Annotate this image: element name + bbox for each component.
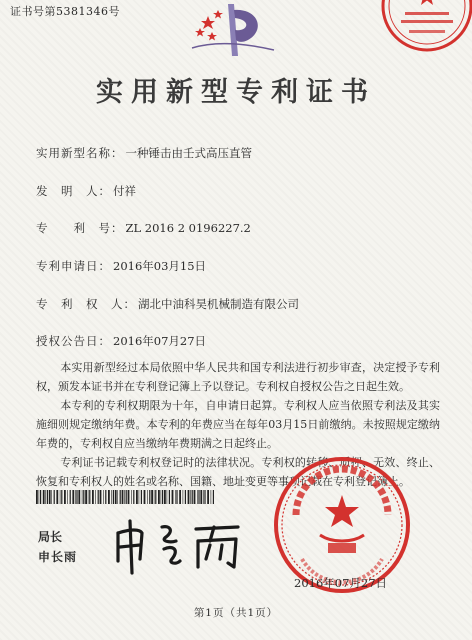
barcode-bar <box>51 490 52 504</box>
barcode-bar <box>47 490 48 504</box>
barcode-bar <box>78 490 80 504</box>
patent-office-emblem-icon <box>188 0 278 60</box>
barcode-bar <box>198 490 199 504</box>
barcode-bar <box>67 490 68 504</box>
utility-name-value: 一种锤击由壬式高压直管 <box>125 146 252 160</box>
barcode-bar <box>175 490 176 504</box>
barcode-bar <box>60 490 61 504</box>
certificate-title: 实用新型专利证书 <box>96 77 376 108</box>
barcode-bar <box>131 490 132 504</box>
barcode-bar <box>92 490 94 504</box>
barcode-bar <box>126 490 127 504</box>
inventor-value: 付祥 <box>113 184 136 198</box>
barcode <box>36 490 216 504</box>
barcode-bar <box>83 490 84 504</box>
page-footer: 第1页（共1页） <box>193 607 279 619</box>
bureau-title: 局长 <box>38 530 63 544</box>
barcode-bar <box>136 490 138 504</box>
filing-date-row <box>36 258 206 274</box>
grant-date-row <box>36 333 206 349</box>
barcode-bar <box>56 490 58 504</box>
barcode-bar <box>120 490 121 504</box>
patentee-row <box>36 296 299 312</box>
grant-date-label: 授权公告日： <box>36 334 111 348</box>
barcode-bar <box>100 490 102 504</box>
barcode-bar <box>185 490 186 504</box>
certificate-number: 证书号第5381346号 <box>10 5 120 18</box>
filing-date-value: 2016年03月15日 <box>113 259 207 273</box>
barcode-bar <box>164 490 166 504</box>
agency-seal-icon <box>375 0 472 60</box>
barcode-bar <box>115 490 117 504</box>
barcode-bar <box>98 490 99 504</box>
patentee-label: 专 利 权 人： <box>36 297 136 311</box>
barcode-bar <box>124 490 125 504</box>
barcode-bar <box>167 490 168 504</box>
patent-number-row <box>36 220 251 236</box>
inventor-row <box>36 183 136 199</box>
national-ip-administration-seal-icon <box>272 455 412 595</box>
barcode-bar <box>122 490 124 504</box>
patentee-value: 湖北中油科昊机械制造有限公司 <box>138 297 299 311</box>
barcode-bar <box>188 490 190 504</box>
barcode-bar <box>108 490 110 504</box>
barcode-bar <box>162 490 163 504</box>
barcode-bar <box>176 490 177 504</box>
barcode-bar <box>141 490 142 504</box>
barcode-bar <box>133 490 134 504</box>
barcode-bar <box>190 490 191 504</box>
barcode-bar <box>43 490 45 504</box>
body-paragraph-2: 本专利的专利权期限为十年，自申请日起算。专利权人应当依照专利法及其实施细则规定缴纳年费。本专利的年费应当在每年03月15日前缴纳。未按照规定缴纳年费的，专利权自应当缴纳年费期满之日起终止。 <box>36 399 440 450</box>
body-paragraph-1: 本实用新型经过本局依照中华人民共和国专利法进行初步审查，决定授予专利权，颁发本证书并在专利登记簿上予以登记。专利权自授权公告之日起生效。 <box>36 361 440 393</box>
barcode-bar <box>89 490 90 504</box>
barcode-bar <box>172 490 174 504</box>
barcode-bar <box>161 490 162 504</box>
barcode-bar <box>203 490 204 504</box>
barcode-bar <box>155 490 156 504</box>
barcode-bar <box>207 490 209 504</box>
director-signature <box>110 515 260 575</box>
grant-date-value: 2016年07月27日 <box>113 334 207 348</box>
barcode-bar <box>192 490 193 504</box>
barcode-bar <box>144 490 146 504</box>
barcode-bar <box>151 490 153 504</box>
barcode-bar <box>39 490 40 504</box>
barcode-bar <box>103 490 104 504</box>
barcode-bar <box>54 490 55 504</box>
barcode-bar <box>88 490 89 504</box>
filing-date-label: 专利申请日： <box>36 259 111 273</box>
barcode-bar <box>139 490 140 504</box>
barcode-bar <box>76 490 77 504</box>
barcode-bar <box>95 490 96 504</box>
barcode-bar <box>194 490 196 504</box>
utility-name-row <box>36 145 252 161</box>
barcode-bar <box>111 490 112 504</box>
barcode-bar <box>61 490 62 504</box>
barcode-bar <box>85 490 87 504</box>
barcode-bar <box>75 490 76 504</box>
seal-date: 2016年07月27日 <box>294 576 388 590</box>
barcode-bar <box>64 490 66 504</box>
barcode-bar <box>36 490 38 504</box>
barcode-bar <box>197 490 198 504</box>
barcode-bar <box>147 490 148 504</box>
barcode-bar <box>149 490 150 504</box>
barcode-bar <box>72 490 74 504</box>
barcode-bar <box>200 490 202 504</box>
barcode-bar <box>70 490 71 504</box>
patent-number-label: 专 利 号： <box>36 221 124 235</box>
barcode-bar <box>105 490 106 504</box>
inventor-label: 发 明 人： <box>36 184 111 198</box>
barcode-bar <box>45 490 46 504</box>
barcode-bar <box>213 490 214 504</box>
barcode-bar <box>40 490 41 504</box>
barcode-bar <box>169 490 170 504</box>
body-paragraph-3: 专利证书记载专利权登记时的法律状况。专利权的转移、质押、无效、终止、恢复和专利权人的姓名或名称、国籍、地址变更等事项记载在专利登记簿上。 <box>36 456 440 488</box>
barcode-bar <box>117 490 118 504</box>
bureau-director-name: 申长雨 <box>38 550 78 564</box>
utility-name-label: 实用新型名称： <box>36 146 124 160</box>
barcode-bar <box>82 490 83 504</box>
barcode-bar <box>158 490 160 504</box>
barcode-bar <box>183 490 184 504</box>
barcode-bar <box>211 490 212 504</box>
patent-number-value: ZL 2016 2 0196227.2 <box>125 221 251 235</box>
barcode-bar <box>113 490 114 504</box>
barcode-bar <box>128 490 130 504</box>
barcode-bar <box>154 490 155 504</box>
barcode-bar <box>179 490 181 504</box>
barcode-bar <box>204 490 205 504</box>
barcode-bar <box>49 490 51 504</box>
